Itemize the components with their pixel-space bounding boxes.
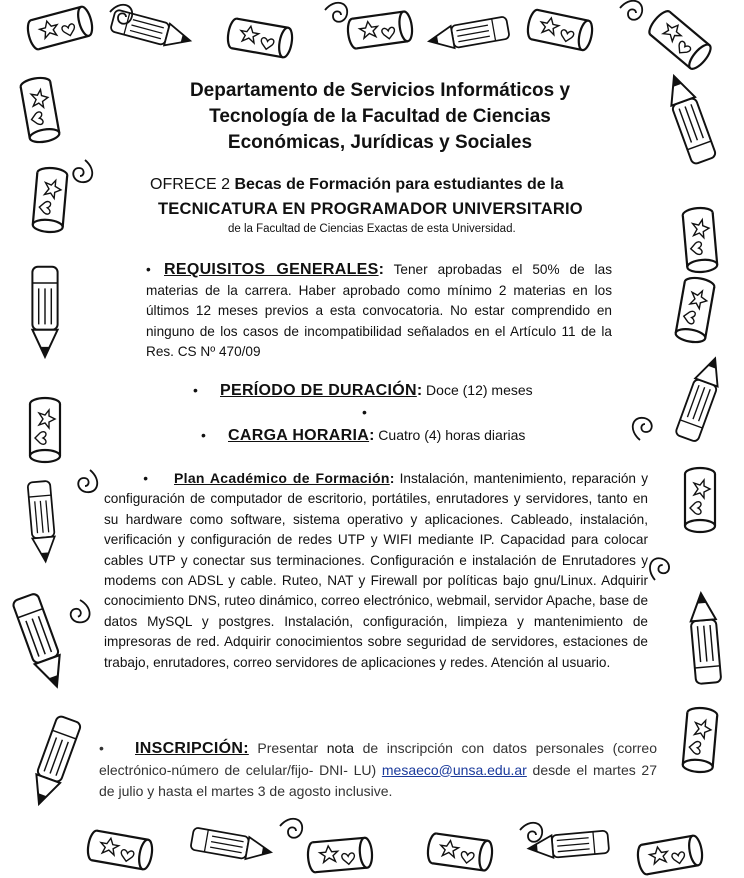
bullet: • <box>146 262 151 277</box>
requisitos-text: Tener aprobadas el 50% de las materias de la carrera. Haber aprobado como mínimo 2 materias en los últimos 12 meses previos a esta convocatoria. No estar comprendido en ninguno de los casos de incompatibilidad señalados en el Artículo 11 de la Res. CS Nº 470/09 <box>146 262 612 359</box>
plan-text: Instalación, mantenimiento, reparación y configuración de computador de escritorio, portátiles, enrutadores y servidores, tanto en su hardware como software, sistema operativo y aplicaciones. Cableado, instalación, verificación y configuración de redes UTP y WIFI mediante IP. Capacidad para colocar cables UTP y conectar sus terminaciones. Configuración e instalación de Enrutadores y modems con ADSL y cable. Ruteo, NAT y Firewall por políticas bajo gnu/Linux. Adquirir conocimiento DNS, ruteo dinámico, correo electrónico, webmail, servidor Apache, base de datos MySQL y postgres. Instalación, configuración, limpieza y mantenimiento de impresoras de red. Adquirir conocimientos sobre seguridad de servidores, estaciones de trabajo, enrutadores, correo servidores de aplicaciones y redes. Atención al usuario. <box>104 471 648 670</box>
inscripcion-heading: INSCRIPCIÓN: <box>135 740 249 757</box>
plan-section <box>104 468 648 673</box>
page-title <box>120 78 640 156</box>
inscripcion-nota: nota <box>326 740 354 756</box>
title-line-1: Departamento de Servicios Informáticos y <box>189 80 571 101</box>
bullet: • <box>143 471 148 486</box>
requisitos-section <box>146 260 612 363</box>
inscripcion-section <box>99 738 657 803</box>
career-name: TECNICATURA EN PROGRAMADOR UNIVERSITARIO <box>158 200 583 218</box>
inscripcion-text-1: Presentar <box>248 740 327 756</box>
requisitos-colon: : <box>378 261 384 278</box>
bullet: • <box>193 382 198 398</box>
periodo-section <box>193 382 533 400</box>
email-link[interactable]: mesaeco@unsa.edu.ar <box>381 761 527 778</box>
inscripcion-text-2: de inscripción con datos personales (correo electrónico-número de celular/fijo- DNI- LU) <box>99 740 658 778</box>
requisitos-heading: REQUISITOS GENERALES <box>164 261 379 278</box>
periodo-text: Doce (12) meses <box>422 382 533 398</box>
carga-text: Cuatro (4) horas diarias <box>374 427 526 443</box>
periodo-colon: : <box>416 382 423 399</box>
carga-section <box>201 427 525 445</box>
bullet: • <box>99 740 104 756</box>
offer-line <box>150 176 563 194</box>
title-line-3: Económicas, Jurídicas y Sociales <box>227 132 533 153</box>
offer-bold: Becas de Formación para estudiantes de la <box>234 176 564 193</box>
carga-heading: CARGA HORARIA <box>228 427 370 444</box>
plan-colon: : <box>389 470 395 486</box>
title-line-2: Tecnología de la Facultad de Ciencias <box>209 106 551 127</box>
offer-prefix: OFRECE 2 <box>150 176 235 193</box>
bullet: • <box>201 427 206 443</box>
periodo-heading: PERÍODO DE DURACIÓN <box>220 382 417 399</box>
empty-bullet: • <box>362 404 367 420</box>
plan-heading: Plan Académico de Formación <box>174 470 390 486</box>
inscripcion-text-3: desde el martes 27 de julio y hasta el martes 3 de agosto inclusive. <box>99 761 657 799</box>
faculty-note: de la Facultad de Ciencias Exactas de esta Universidad. <box>228 223 516 235</box>
carga-colon: : <box>369 427 375 444</box>
